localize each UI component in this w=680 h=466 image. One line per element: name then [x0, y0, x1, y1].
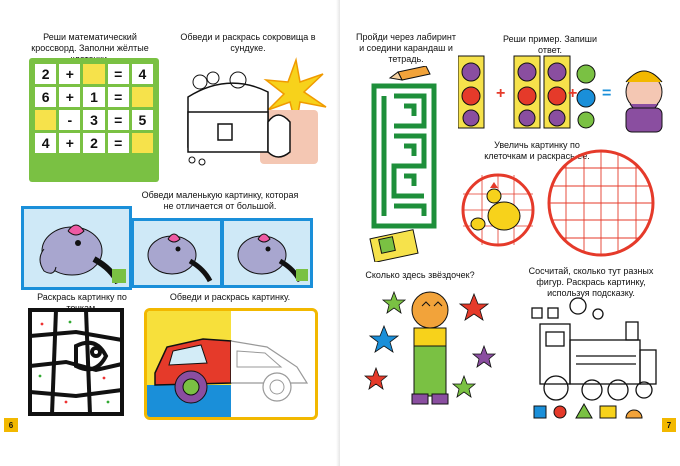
crossword-cell[interactable]: [132, 133, 153, 153]
page-number-left: 6: [4, 418, 18, 432]
crossword-cell: 1: [83, 87, 104, 107]
car-coloring-picture: [144, 308, 318, 420]
turtle-example-illustration: [458, 52, 676, 136]
math-crossword: [29, 58, 159, 182]
elephant-small-picture-1[interactable]: [131, 218, 223, 288]
crossword-cell: 3: [83, 110, 104, 130]
crossword-cell: 4: [132, 64, 153, 84]
shapes-train-illustration: [526, 296, 666, 420]
color-by-dots-frog: [26, 306, 126, 418]
crossword-cell: [83, 156, 104, 176]
car-caption: Обведи и раскрась картинку.: [169, 292, 291, 302]
treasure-chest-illustration: [168, 52, 328, 172]
example-caption: Реши пример. Запиши ответ.: [502, 34, 598, 55]
crossword-cell[interactable]: [132, 87, 153, 107]
rooster-small-circle: [460, 172, 536, 248]
crossword-caption: Реши математический кроссворд. Заполни жёлтые: [31, 32, 149, 53]
crossword-cell: +: [59, 133, 80, 153]
crossword-cell: 4: [35, 133, 56, 153]
crossword-cell: =: [108, 87, 129, 107]
shapes-caption: Сосчитай, сколько тут разных фигур. Раскрась картинку, используя подсказку.: [528, 266, 654, 298]
page-number-right: 7: [662, 418, 676, 432]
crossword-cell: 5: [132, 110, 153, 130]
elephant-small-picture-2[interactable]: [221, 218, 313, 288]
right-page: [340, 0, 680, 466]
crossword-cell: [132, 156, 153, 176]
crossword-cell[interactable]: [35, 110, 56, 130]
svg-text:+: +: [496, 85, 506, 102]
crossword-cell: =: [108, 64, 129, 84]
crossword-cell: [108, 156, 129, 176]
crossword-cell: [35, 156, 56, 176]
crossword-cell: 2: [83, 133, 104, 153]
elephant-large-picture: [21, 206, 132, 290]
crossword-cell: 6: [35, 87, 56, 107]
crossword-cell: =: [108, 110, 129, 130]
crossword-grid: [35, 64, 153, 176]
maze-caption: Пройди через лабиринт и соедини карандаш и тетрадь.: [356, 32, 456, 64]
pencil-maze: [368, 66, 440, 262]
pumpkin-scarecrow-stars: [364, 286, 500, 418]
crossword-cell: +: [59, 64, 80, 84]
elephant-caption: Обведи маленькую картинку, которая не отличается от большой.: [141, 190, 299, 211]
stars-caption: Сколько здесь звёздочек?: [365, 270, 475, 280]
treasure-caption: Обведи и раскрась сокровища в сундуке.: [180, 32, 316, 53]
enlarge-grid-circle: [546, 148, 656, 258]
crossword-cell: -: [59, 110, 80, 130]
crossword-cell: [59, 156, 80, 176]
crossword-cell[interactable]: [83, 64, 104, 84]
crossword-cell: +: [59, 87, 80, 107]
enlarge-caption: Увеличь картинку по клеточкам и раскрась её.: [484, 140, 590, 161]
crossword-cell: 2: [35, 64, 56, 84]
svg-text:=: =: [602, 85, 612, 102]
crossword-cell: =: [108, 133, 129, 153]
svg-text:+: +: [568, 85, 578, 102]
dots-caption: Раскрась картинку по точкам.: [37, 292, 127, 313]
